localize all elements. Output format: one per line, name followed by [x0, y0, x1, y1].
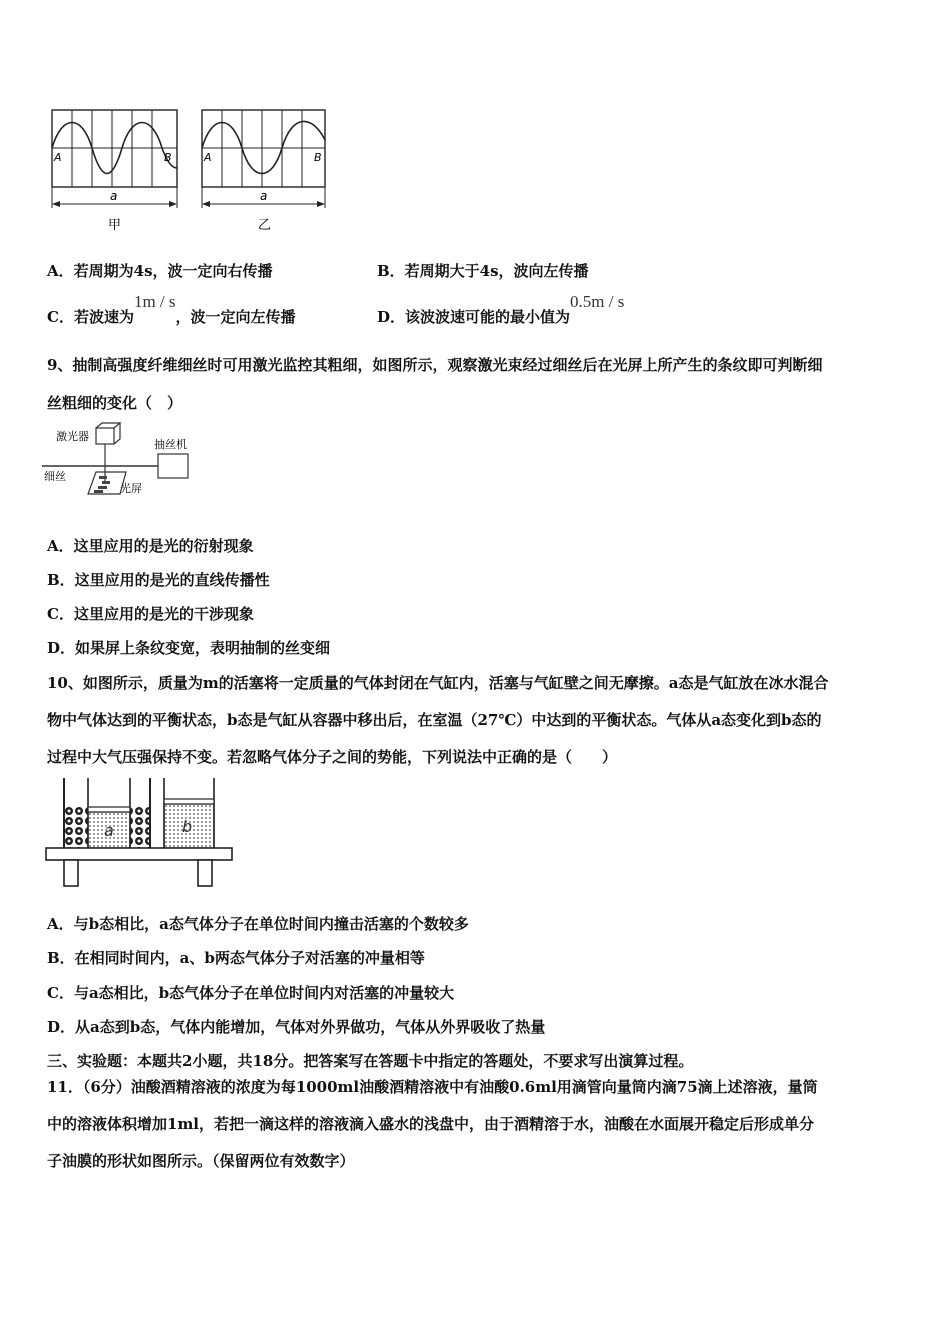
wave-label-b-right: B [314, 151, 322, 164]
q9-option-c: C．这里应用的是光的干涉现象 [47, 605, 254, 623]
laser-figure [42, 420, 202, 510]
q9-option-b: B．这里应用的是光的直线传播性 [47, 571, 270, 589]
q8-option-d [377, 292, 624, 327]
wave-span-left: a [110, 189, 118, 203]
q8-option-c [47, 292, 296, 327]
wave-span-right: a [260, 189, 268, 203]
section3-title: 三、实验题：本题共2小题，共18分。把答案写在答题卡中指定的答题处，不要求写出演算过程。 [47, 1052, 694, 1070]
q8-option-b: B．若周期大于4s，波向左传播 [377, 262, 589, 280]
q10-option-c: C．与a态相比，b态气体分子在单位时间内对活塞的冲量较大 [47, 984, 455, 1002]
state-a-label: a [104, 821, 114, 840]
screen-label: 光屏 [120, 482, 142, 495]
wave-label-b-left: B [164, 151, 172, 164]
q8-option-c-pre: C．若波速为 [47, 308, 134, 326]
wave-caption-jia: 甲 [108, 218, 122, 233]
q9-stem-line2: 丝粗细的变化（ ） [47, 394, 183, 412]
q8-option-d-pre: D．该波波速可能的最小值为 [377, 308, 571, 326]
q11-line2: 中的溶液体积增加1ml，若把一滴这样的溶液滴入盛水的浅盘中，由于酒精溶于水，油酸在水面展开稳定后形成单分 [47, 1115, 815, 1133]
q11-line1: 11．（6分）油酸酒精溶液的浓度为每1000ml油酸酒精溶液中有油酸0.6ml用滴管向量筒内滴75滴上述溶液，量筒 [47, 1078, 818, 1096]
q9-stem-line1: 9、抽制高强度纤维细丝时可用激光监控其粗细，如图所示，观察激光束经过细丝后在光屏上所产生的条纹即可判断细 [47, 356, 823, 374]
q9-option-a: A．这里应用的是光的衍射现象 [47, 537, 254, 555]
wire-label: 细丝 [44, 470, 66, 483]
q8-option-c-post: ，波一定向左传播 [175, 308, 296, 326]
state-b-label: b [182, 817, 193, 836]
q8-option-a: A．若周期为4s，波一定向右传播 [47, 262, 273, 280]
q10-stem-line3: 过程中大气压强保持不变。若忽略气体分子之间的势能，下列说法中正确的是（ ） [47, 748, 618, 766]
q8-option-c-math: 1m / s [133, 292, 176, 311]
machine-label: 抽丝机 [154, 438, 187, 451]
q9-option-d: D．如果屏上条纹变宽，表明抽制的丝变细 [47, 639, 331, 657]
wave-label-a-right: A [204, 151, 212, 164]
q10-stem-line2: 物中气体达到的平衡状态，b态是气缸从容器中移出后，在室温（27℃）中达到的平衡状态。气体从a态变化到b态的 [47, 711, 822, 729]
cylinder-figure [44, 776, 236, 892]
q10-option-d: D．从a态到b态，气体内能增加，气体对外界做功，气体从外界吸收了热量 [47, 1018, 546, 1036]
wave-caption-yi: 乙 [258, 218, 272, 233]
q10-option-b: B．在相同时间内，a、b两态气体分子对活塞的冲量相等 [47, 949, 425, 967]
q10-stem-line1: 10、如图所示，质量为m的活塞将一定质量的气体封闭在气缸内，活塞与气缸壁之间无摩擦。a态是气缸放在冰水混合 [47, 674, 829, 692]
q8-option-d-math: 0.5m / s [570, 292, 625, 311]
q11-line3: 子油膜的形状如图所示。（保留两位有效数字） [47, 1152, 355, 1170]
laser-label: 激光器 [56, 430, 89, 443]
wave-label-a-left: A [54, 151, 62, 164]
q10-option-a: A．与b态相比，a态气体分子在单位时间内撞击活塞的个数较多 [47, 915, 469, 933]
wave-figure [40, 100, 340, 240]
